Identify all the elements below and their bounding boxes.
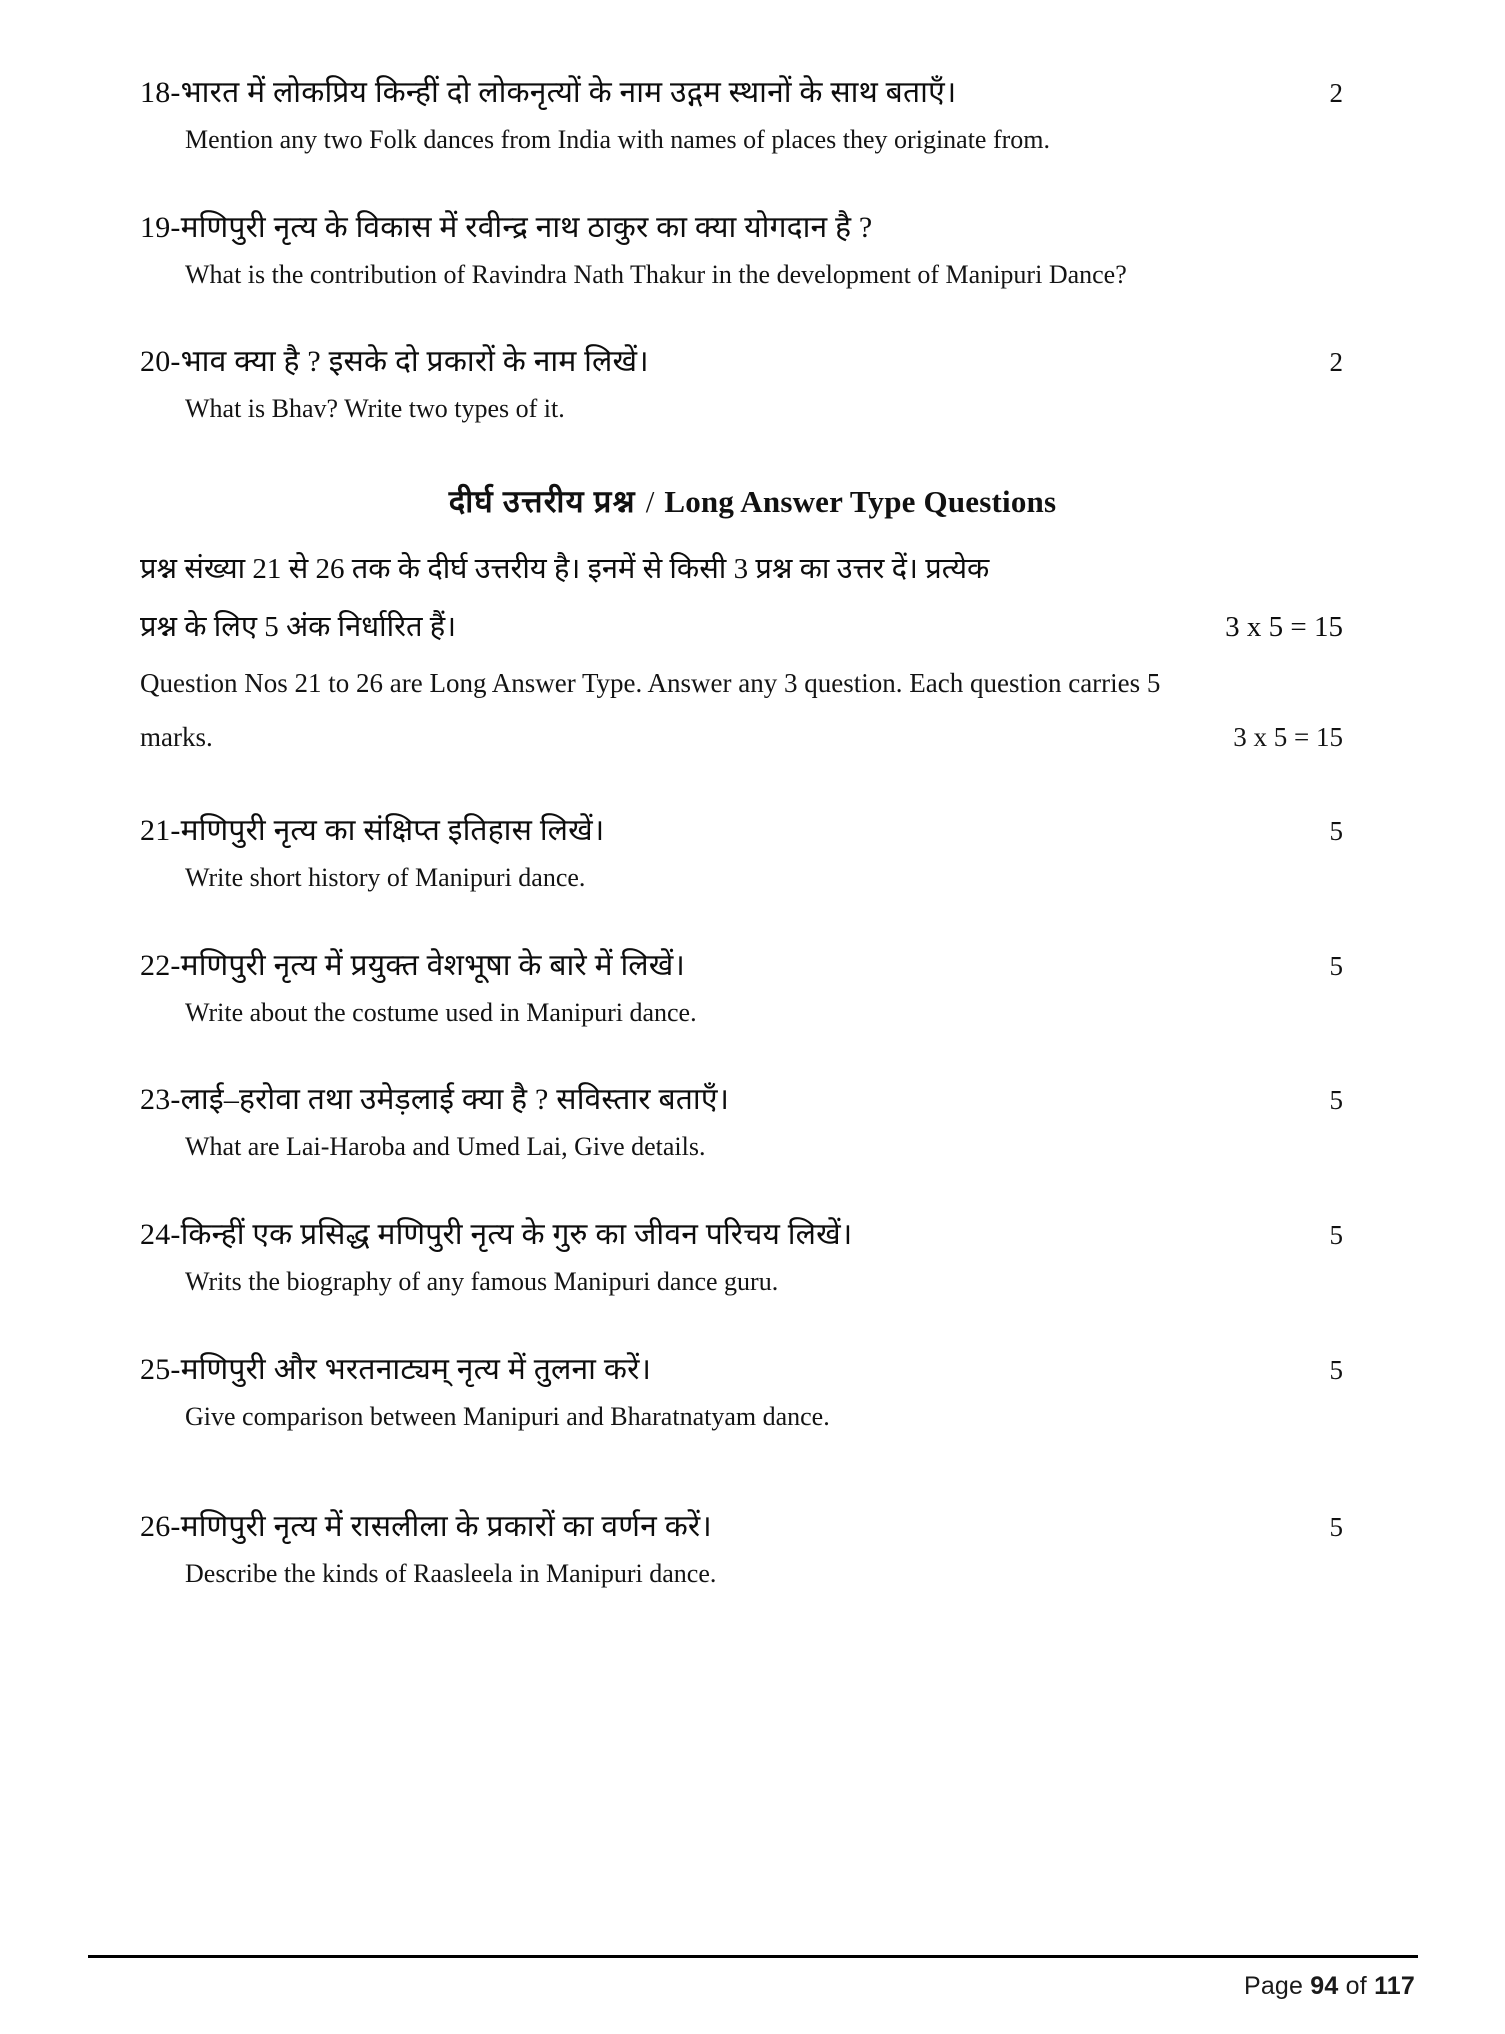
question-item	[140, 205, 1365, 294]
footer-prefix: Page	[1243, 1972, 1311, 2000]
question-item	[140, 339, 1365, 428]
question-hindi-line	[140, 205, 1365, 250]
question-item	[140, 70, 1365, 159]
instructions-hindi-marks: 3 x 5 = 15	[1225, 611, 1343, 644]
instructions-english-marks: 3 x 5 = 15	[1233, 722, 1343, 753]
footer-total-pages: 117	[1374, 1972, 1415, 2000]
spacer	[140, 1311, 1365, 1347]
spacer	[140, 1446, 1365, 1504]
question-english-text: What is the contribution of Ravindra Nath Thakur in the development of Manipuri Dance?	[185, 259, 1127, 289]
page-footer	[1244, 1972, 1415, 2001]
question-hindi-text: 21-मणिपुरी नृत्य का संक्षिप्त इतिहास लिखें।	[140, 814, 605, 848]
section-heading-separator: /	[645, 484, 655, 520]
question-hindi-text: 19-मणिपुरी नृत्य के विकास में रवीन्द्र नाथ ठाकुर का क्या योगदान है ?	[140, 210, 873, 244]
question-hindi-text: 24-किन्हीं एक प्रसिद्ध मणिपुरी नृत्य के गुरु का जीवन परिचय लिखें।	[140, 1218, 853, 1252]
question-hindi-line	[140, 1347, 1365, 1392]
question-marks: 5	[1329, 1085, 1343, 1116]
question-hindi-line	[140, 1077, 1365, 1122]
question-english-text: What are Lai-Haroba and Umed Lai, Give details.	[185, 1132, 706, 1162]
question-hindi-line	[140, 1212, 1365, 1257]
question-english-text: What is Bhav? Write two types of it.	[185, 394, 565, 424]
question-english-text: Write about the costume used in Manipuri dance.	[185, 997, 697, 1027]
instructions-hindi-line-2	[140, 598, 1365, 656]
question-item	[140, 1504, 1365, 1593]
question-english-text: Write short history of Manipuri dance.	[185, 863, 586, 893]
spacer	[140, 907, 1365, 943]
question-marks: 5	[1329, 1354, 1343, 1385]
question-item	[140, 1077, 1365, 1166]
footer-middle: of	[1338, 1972, 1375, 2000]
question-hindi-line	[140, 943, 1365, 988]
long-questions-list	[140, 808, 1365, 1592]
section-heading-english: Long Answer Type Questions	[664, 484, 1057, 520]
question-hindi-text: 18-भारत में लोकप्रिय किन्हीं दो लोकनृत्यों के नाम उद्गम स्थानों के साथ बताएँ।	[140, 76, 957, 109]
question-item	[140, 1347, 1365, 1436]
question-item	[140, 943, 1365, 1032]
question-item	[140, 1212, 1365, 1301]
instructions-hindi-line-1: प्रश्न संख्या 21 से 26 तक के दीर्घ उत्तरीय है। इनमें से किसी 3 प्रश्न का उत्तर दें। प्रत्येक	[140, 553, 990, 586]
question-hindi-text: 26-मणिपुरी नृत्य में रासलीला के प्रकारों का वर्णन करें।	[140, 1509, 712, 1543]
question-hindi-line	[140, 1504, 1365, 1549]
question-marks: 5	[1329, 1511, 1343, 1542]
question-hindi-text: 25-मणिपुरी और भरतनाट्यम् नृत्य में तुलना करें।	[140, 1352, 652, 1386]
question-item	[140, 808, 1365, 897]
question-marks: 5	[1329, 950, 1343, 981]
question-hindi-line	[140, 339, 1365, 384]
spacer	[140, 1041, 1365, 1077]
question-english-text: Give comparison between Manipuri and Bharatnatyam dance.	[185, 1401, 830, 1431]
question-marks: 2	[1329, 78, 1343, 108]
question-hindi-line	[140, 808, 1365, 853]
question-english-text: Describe the kinds of Raasleela in Manipuri dance.	[185, 1558, 717, 1588]
question-hindi-line	[140, 70, 1365, 115]
page-content	[140, 70, 1365, 1602]
question-marks: 5	[1329, 1220, 1343, 1251]
instructions-english-text: marks.	[140, 722, 213, 753]
question-hindi-text: 22-मणिपुरी नृत्य में प्रयुक्त वेशभूषा के बारे में लिखें।	[140, 948, 686, 982]
question-hindi-text: 23-लाई–हरोवा तथा उमेड़लाई क्या है ? सविस्तार बताएँ।	[140, 1083, 730, 1117]
question-hindi-text: 20-भाव क्या है ? इसके दो प्रकारों के नाम लिखें।	[140, 345, 649, 379]
section-heading-hindi: दीर्घ उत्तरीय प्रश्न	[448, 484, 636, 520]
footer-divider	[88, 1955, 1418, 1958]
question-english-text: Writs the biography of any famous Manipuri dance guru.	[185, 1267, 779, 1297]
spacer	[140, 1176, 1365, 1212]
instructions-english-line-1: Question Nos 21 to 26 are Long Answer Type. Answer any 3 question. Each question carries 5	[140, 668, 1161, 699]
question-marks: 2	[1329, 347, 1343, 378]
section-heading	[140, 480, 1365, 522]
footer-page-number: 94	[1310, 1972, 1339, 2000]
spacer	[140, 169, 1365, 205]
instructions-block	[140, 540, 1365, 764]
instructions-hindi-text: प्रश्न के लिए 5 अंक निर्धारित हैं।	[140, 611, 457, 644]
spacer	[140, 303, 1365, 339]
question-marks: 5	[1329, 816, 1343, 847]
instructions-english-line-2	[140, 710, 1365, 764]
question-english-text: Mention any two Folk dances from India with names of places they originate from.	[185, 125, 1051, 154]
